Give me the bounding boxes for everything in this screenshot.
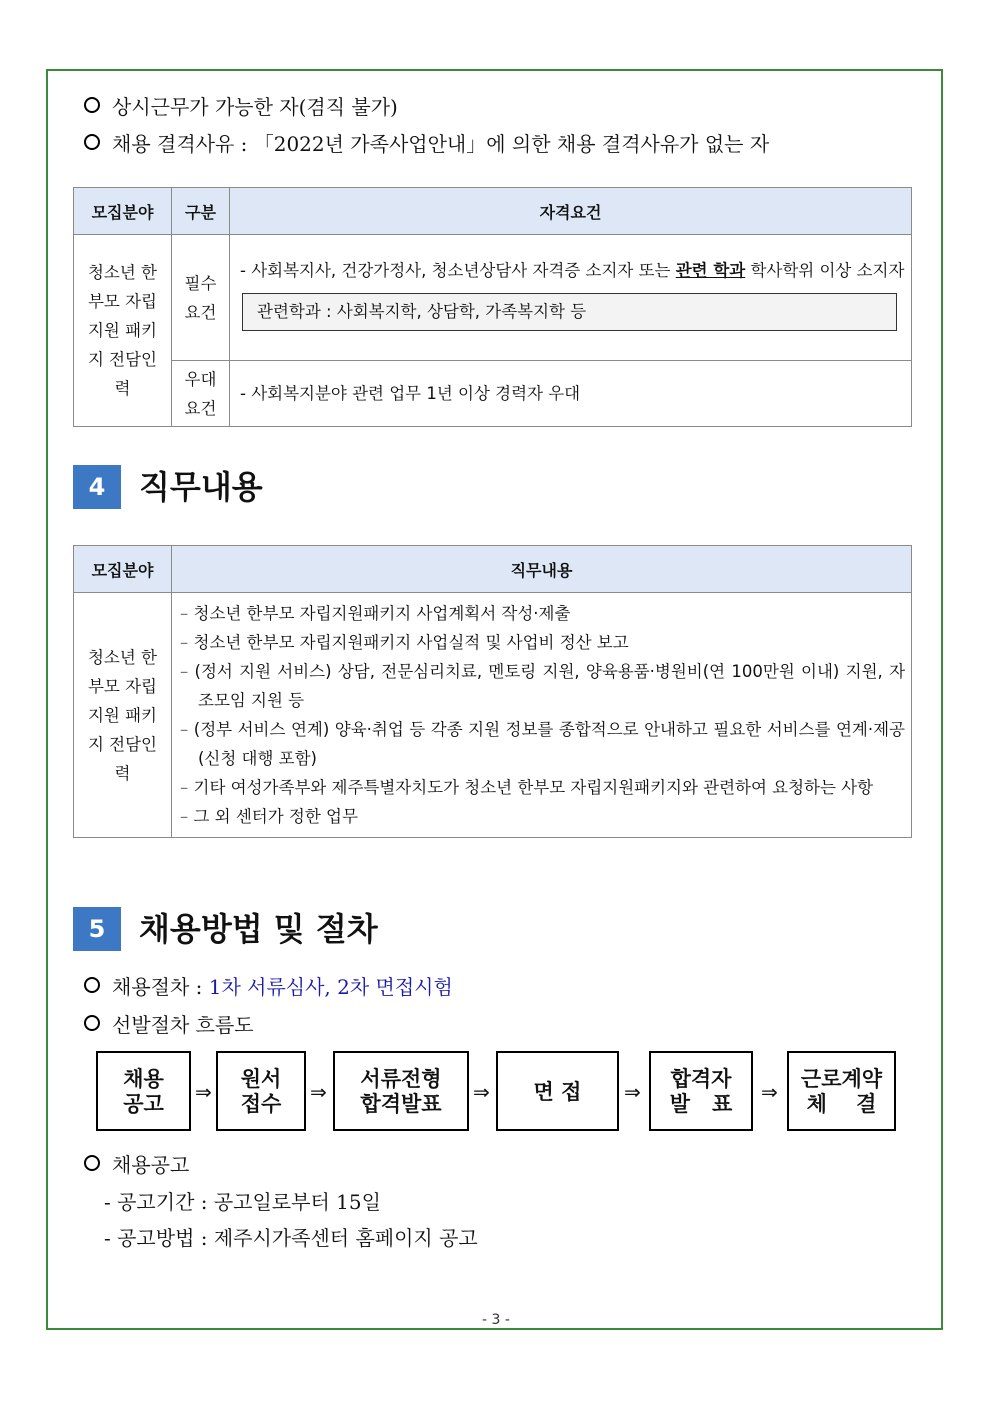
procedure-value: 1차 서류심사, 2차 면접시험 — [208, 975, 453, 999]
bullet-procedure: 채용절차 : 1차 서류심사, 2차 면접시험 — [84, 971, 453, 1000]
circle-bullet-icon — [84, 1155, 100, 1171]
notice-period: - 공고기간 : 공고일로부터 15일 — [104, 1190, 381, 1214]
flow-step: 근로계약 체 결 — [787, 1051, 896, 1131]
preferred-cell: - 사회복지분야 관련 업무 1년 이상 경력자 우대 — [230, 361, 912, 427]
section-number-badge: 4 — [73, 465, 121, 509]
list-item: – (정서 지원 서비스) 상담, 전문심리치료, 멘토링 지원, 양육용품·병원비(연 100만원 이내) 지원, 자조모임 지원 등 — [180, 662, 906, 710]
bullet-notice: 채용공고 — [84, 1149, 189, 1178]
bullet-fulltime: 상시근무가 가능한 자(겸직 불가) — [84, 91, 398, 120]
page-number: - 3 - — [482, 1312, 510, 1328]
arrow-icon: ⇒ — [761, 1080, 778, 1104]
bullet-flow-label: 선발절차 흐름도 — [84, 1009, 254, 1038]
circle-bullet-icon — [84, 1015, 100, 1031]
required-label: 필수 요건 — [172, 235, 230, 361]
required-cell: - 사회복지사, 건강가정사, 청소년상담사 자격증 소지자 또는 관련 학과 학사학위 이상 소지자 관련학과 : 사회복지학, 상담학, 가족복지학 등 — [230, 235, 912, 361]
arrow-icon: ⇒ — [310, 1080, 327, 1104]
flow-step: 면 접 — [496, 1051, 619, 1131]
table-header: 모집분야 — [74, 546, 172, 593]
table-header: 구분 — [172, 188, 230, 235]
circle-bullet-icon — [84, 134, 100, 150]
circle-bullet-icon — [84, 977, 100, 993]
qualification-table — [73, 187, 912, 427]
table-header: 자격요건 — [230, 188, 912, 235]
field-cell: 청소년 한부모 자립지원 패키지 전담인력 — [74, 235, 172, 427]
field-cell: 청소년 한부모 자립지원 패키지 전담인력 — [74, 593, 172, 838]
list-item: – (정부 서비스 연계) 양육·취업 등 각종 지원 정보를 종합적으로 안내하고 필요한 서비스를 연계·제공(신청 대행 포함) — [180, 720, 905, 768]
circle-bullet-icon — [84, 97, 100, 113]
emphasis-text: 관련 학과 — [675, 261, 746, 280]
duties-cell — [172, 593, 912, 838]
list-item: – 기타 여성가족부와 제주특별자치도가 청소년 한부모 자립지원패키지와 관련하여 요청하는 사항 — [180, 778, 874, 797]
flow-step: 채용 공고 — [96, 1051, 191, 1131]
list-item: – 청소년 한부모 자립지원패키지 사업실적 및 사업비 정산 보고 — [180, 633, 629, 652]
flow-step: 원서 접수 — [216, 1051, 306, 1131]
list-item: – 청소년 한부모 자립지원패키지 사업계획서 작성·제출 — [180, 604, 571, 623]
arrow-icon: ⇒ — [624, 1080, 641, 1104]
arrow-icon: ⇒ — [195, 1080, 212, 1104]
notice-method: - 공고방법 : 제주시가족센터 홈페이지 공고 — [104, 1226, 478, 1250]
duties-table — [73, 545, 912, 838]
section-title: 직무내용 — [139, 468, 263, 506]
bullet-disqualification: 채용 결격사유 : 「2022년 가족사업안내」에 의한 채용 결격사유가 없는 자 — [84, 128, 769, 157]
section-title: 채용방법 및 절차 — [139, 910, 378, 948]
arrow-icon: ⇒ — [473, 1080, 490, 1104]
related-major-box: 관련학과 : 사회복지학, 상담학, 가족복지학 등 — [242, 293, 897, 331]
flow-step: 서류전형 합격발표 — [333, 1051, 469, 1131]
section-number-badge: 5 — [73, 907, 121, 951]
list-item: – 그 외 센터가 정한 업무 — [180, 807, 358, 826]
table-header: 직무내용 — [172, 546, 912, 593]
flow-step: 합격자 발 표 — [649, 1051, 753, 1131]
preferred-label: 우대 요건 — [172, 361, 230, 427]
table-header: 모집분야 — [74, 188, 172, 235]
